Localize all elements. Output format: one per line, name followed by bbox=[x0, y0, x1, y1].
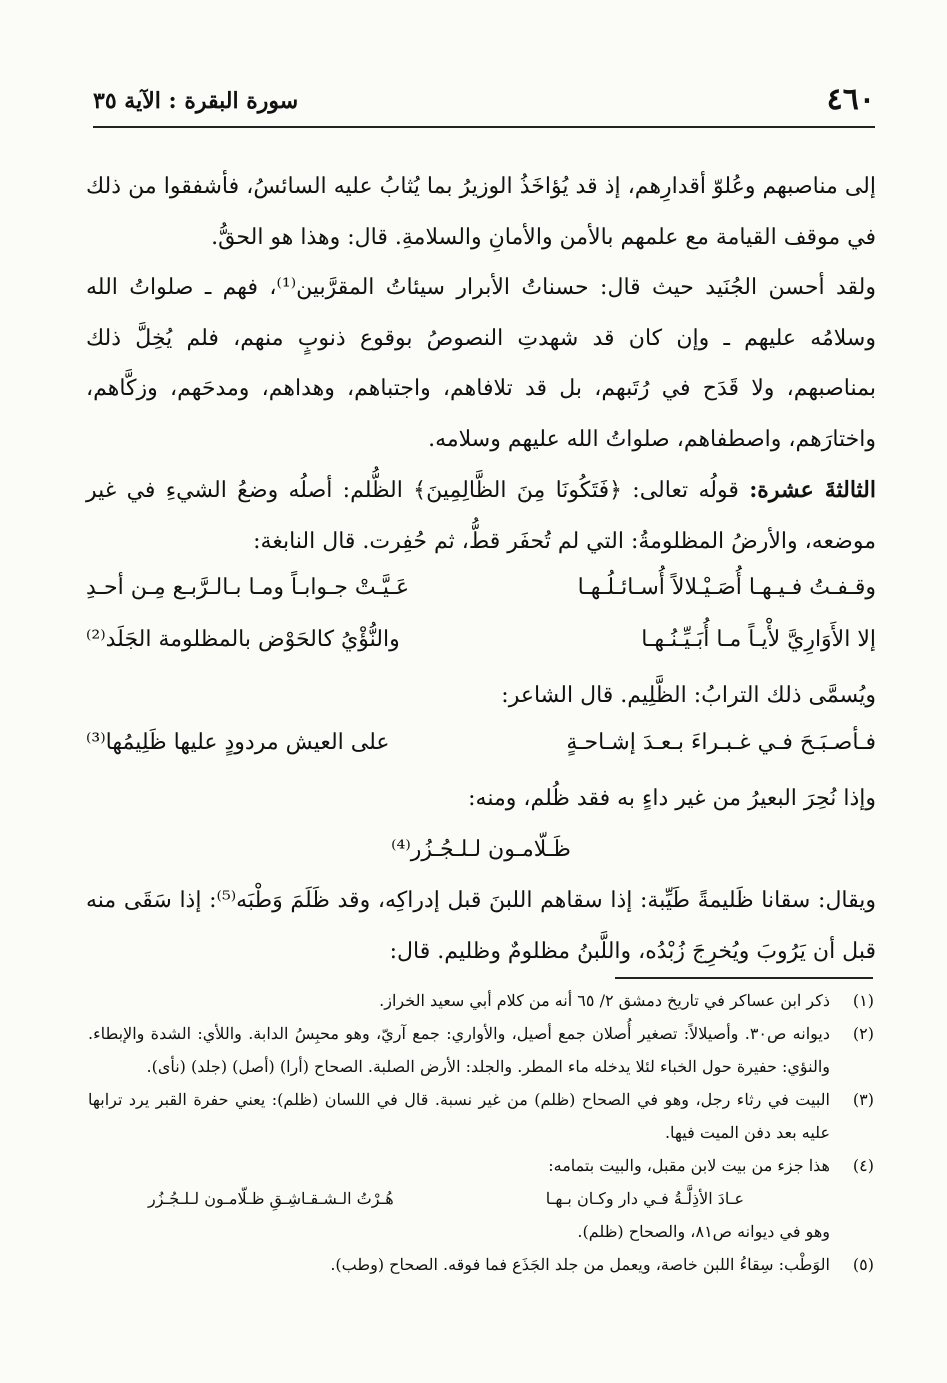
footnote-verse bbox=[88, 1182, 874, 1215]
footnote bbox=[88, 1149, 874, 1182]
page-header bbox=[93, 82, 875, 126]
footnote-continuation bbox=[88, 1215, 874, 1248]
footnote bbox=[88, 1248, 874, 1281]
verse-hemistich-second: والنُّؤْيُ كالحَوْض بالمظلومة الجَلَد⁽²⁾ bbox=[86, 627, 400, 652]
footnote-number: (٢) bbox=[852, 1024, 874, 1043]
page-number: ٤٦٠ bbox=[826, 82, 875, 117]
verse-hemistich-second: هُـرْتُ الـشـقـاشِـقِ ظـلّامـون لـلـجُـزُر bbox=[148, 1189, 394, 1208]
header-rule bbox=[93, 126, 875, 128]
footnote-text: البيت في رثاء رجل، وهو في الصحاح (ظلم) من غير نسبة. قال في اللسان (ظلم): يعني حفرة القبر يرد ترابها عليه بعد دفن الميت فيها. bbox=[88, 1090, 830, 1142]
verse-hemistich-first: فـأصـبَـحَ فـي غـبـراءَ بـعـدَ إشـاحـةٍ bbox=[566, 729, 876, 755]
verse-line bbox=[86, 567, 876, 619]
verse-hemistich-first: عـادَ الأذِلَّـةُ فـي دار وكـان بـهـا bbox=[545, 1189, 744, 1208]
footnote-number: (١) bbox=[852, 991, 874, 1010]
verse-fragment: ظَـلّامـون لـلـجُـزُر⁽⁴⁾ bbox=[391, 837, 571, 862]
section-heading: الثالثةَ عشرة: bbox=[749, 477, 876, 503]
footnote-text: ذكر ابن عساكر في تاريخ دمشق ٢/ ٦٥ أنه من كلام أبي سعيد الخراز. bbox=[379, 991, 830, 1010]
footnote-number: (٣) bbox=[852, 1090, 874, 1109]
footnote-text: ديوانه ص٣٠. وأصيلالاً: تصغير أُصلان جمع أصيل، والأواري: جمع آريّ، وهو محبِسُ الدابة. واللأي: الشدة والإبطاء. والنؤي: حفيرة حول الخباء لئلا يدخله ماء المطر. والجلد: الأرض الصلبة. الصحاح (أرا) (أصل) (جلد) (نأى). bbox=[88, 1024, 831, 1076]
footnote-rule bbox=[615, 977, 873, 979]
paragraph: ويقال: سقانا ظَليمةً طَيِّبة: إذا سقاهم اللبنَ قبل إدراكِه، وقد ظَلَمَ وَطْبَه⁽⁵⁾: إذا سَقَى منه قبل أن يَرُوبَ ويُخرِجَ زُبْدُه، واللَّبنُ مظلومٌ وظليم. قال: bbox=[86, 888, 877, 964]
verse-hemistich-first: وقـفـتُ فـيـهـا أُصَـيْـلالاً أُسـائـلُـهـا bbox=[577, 575, 876, 600]
footnote bbox=[88, 984, 874, 1017]
running-title: سورة البقرة : الآية ٣٥ bbox=[93, 88, 299, 114]
verse-hemistich-second: عَـيَّـتْ جـوابـاً ومـا بـالـرَّبـع مِـن أحـدِ bbox=[86, 575, 410, 600]
footnote-text: هذا جزء من بيت لابن مقبل، والبيت بتمامه: bbox=[548, 1156, 830, 1175]
footnote bbox=[88, 1017, 874, 1083]
paragraph: إلى مناصبهم وعُلوّ أقدارِهم، إذ قد يُؤاخَذُ الوزيرُ بما يُثابُ عليه السائسُ، فأشفقوا من ذلك في موقف القيامة مع علمهم بالأمن والأمانِ والسلامةِ. قال: وهذا هو الحقُّ. bbox=[86, 174, 876, 250]
footnote-number: (٥) bbox=[852, 1255, 874, 1274]
paragraph: ويُسمَّى ذلك الترابُ: الظَّلِيم. قال الشاعر: bbox=[501, 683, 876, 708]
verse-line bbox=[86, 619, 876, 671]
paragraph-text: قولُه تعالى: ﴿فَتَكُونَا مِنَ الظَّالِمِينَ﴾ الظُّلم: أصلُه وضعُ الشيءِ في غير موضعه، والأرضُ المظلومةُ: التي لم تُحفَر قطُّ، ثم حُفِرت. قال النابغة: bbox=[86, 478, 876, 554]
paragraph: ولقد أحسن الجُنَيد حيث قال: حسناتُ الأبرار سيئاتُ المقرَّبين⁽¹⁾، فهم ـ صلواتُ الله وسلامُه عليهم ـ وإن كان قد شهدتِ النصوصُ بوقوع ذنوبٍ منهم، فلم يُخِلَّ ذلك بمناصبهم، ولا قَدَح في رُتَبهم، بل قد تلافاهم، واجتباهم، وهداهم، ومدحَهم، وزكَّاهم، واختارَهم، واصطفاهم، صلواتُ الله عليهم وسلامه. bbox=[86, 275, 876, 452]
paragraph: وإذا نُحِرَ البعيرُ من غير داءٍ به فقد ظُلم، ومنه: bbox=[468, 785, 876, 811]
verse-hemistich-first: إلا الأَوَارِيَّ لأْيـاً مـا أُبَـيِّـنُـهـا bbox=[641, 627, 876, 652]
footnote-number: (٤) bbox=[852, 1156, 874, 1175]
verse-line bbox=[86, 722, 876, 774]
verse-hemistich-second: على العيش مردودٍ عليها ظَلِيمُها⁽³⁾ bbox=[86, 729, 390, 755]
main-text bbox=[86, 162, 876, 977]
footnote bbox=[88, 1083, 874, 1149]
footnote-text: وهو في ديوانه ص٨١، والصحاح (ظلم). bbox=[577, 1222, 830, 1241]
footnote-text: الوَطْب: سِقاءُ اللبن خاصة، ويعمل من جلد الجَذَع فما فوقه. الصحاح (وطب). bbox=[330, 1255, 830, 1274]
paragraph bbox=[86, 465, 876, 567]
footnotes bbox=[88, 984, 874, 1281]
